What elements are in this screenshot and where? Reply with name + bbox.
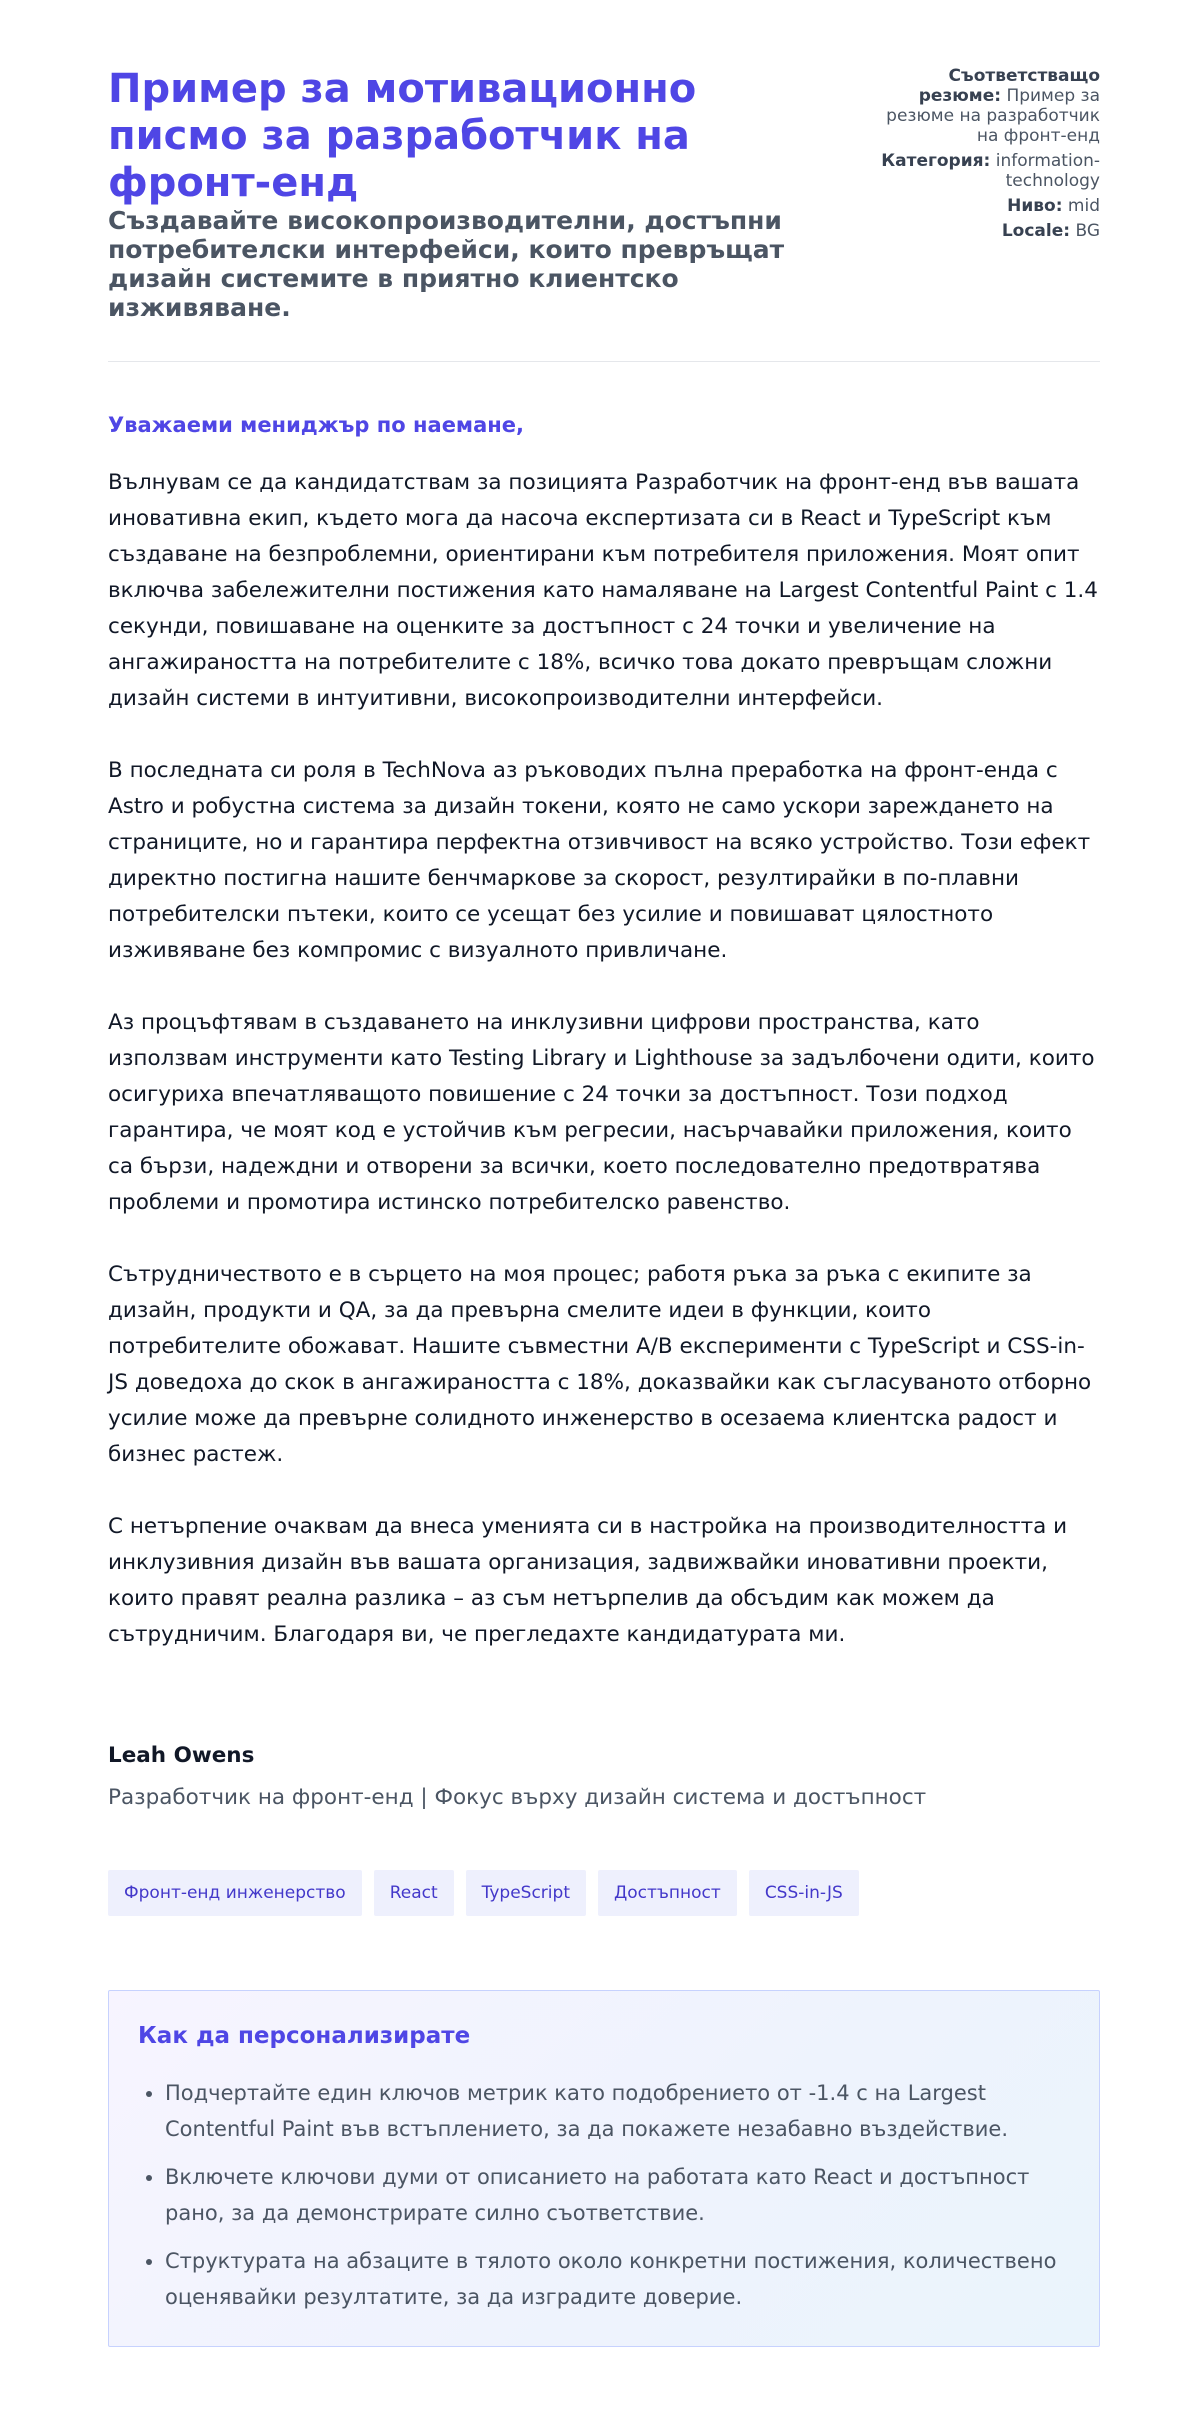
letter-greeting: Уважаеми мениджър по наемане, bbox=[108, 413, 525, 437]
tip-item: • Подчертайте един ключов метрик като подобрението от -1.4 с на Largest Contentful Paint във встъплението, за да покажете незабавно въздействие. bbox=[165, 2075, 1095, 2147]
signature-role: Разработчик на фронт-енд | Фокус върху дизайн система и достъпност bbox=[108, 1785, 927, 1810]
header-divider bbox=[108, 361, 1100, 362]
tips-title: Как да персонализирате bbox=[138, 2023, 471, 2049]
tips-list bbox=[138, 2075, 1095, 2327]
letter-paragraph: Аз процъфтявам в създаването на инклузивни цифрови пространства, като използвам инструменти като Testing Library и Lighthouse за задълбочени одити, които осигуриха впечатляващото повишение с 24 точки за достъпност. Този подход гарантира, че моят код е устойчив към регресии, насърчавайки приложения, които са бързи, надеждни и отворени за всички, което последователно предотвратява проблеми и промотира истинско потребителско равенство. bbox=[108, 1010, 1095, 1215]
meta-label: Категория: bbox=[881, 151, 991, 171]
meta-value: information-technology bbox=[995, 151, 1100, 191]
skill-tag: TypeScript bbox=[466, 1870, 586, 1916]
meta-value: BG bbox=[1075, 221, 1100, 241]
page-header bbox=[108, 0, 1100, 362]
meta-locale bbox=[864, 221, 1100, 241]
skill-tag: Достъпност bbox=[598, 1870, 737, 1916]
letter-paragraph: В последната си роля в TechNova аз ръководих пълна преработка на фронт-енда с Astro и робустна система за дизайн токени, която не само ускори зареждането на страниците, но и гарантира перфектна отзивчивост на всяко устройство. Този ефект директно постигна нашите бенчмаркове за скорост, резултирайки в по-плавни потребителски пътеки, които се усещат без усилие и повишават цялостното изживяване без компромис с визуалното привличане. bbox=[108, 758, 1091, 963]
letter-body bbox=[108, 465, 1100, 1689]
signature-name: Leah Owens bbox=[108, 1743, 255, 1768]
letter-paragraph: Вълнувам се да кандидатствам за позицията Разработчик на фронт-енд във вашата иновативна екип, където мога да насоча експертизата си в React и TypeScript към създаване на безпроблемни, ориентирани към потребителя приложения. Моят опит включва забележителни постижения като намаляване на Largest Contentful Paint с 1.4 секунди, повишаване на оценките за достъпност с 24 точки и увеличение на ангажираността на потребителите с 18%, всичко това докато превръщам сложни дизайн системи в интуитивни, високопроизводителни интерфейси. bbox=[108, 470, 1098, 711]
meta-matching-resume bbox=[864, 66, 1100, 146]
meta-label: Locale: bbox=[1001, 221, 1071, 241]
skill-tag: React bbox=[374, 1870, 454, 1916]
meta-category bbox=[864, 151, 1100, 191]
skill-tags bbox=[108, 1870, 859, 1916]
meta-value: Пример за резюме на разработчик на фронт-енд bbox=[886, 86, 1100, 146]
letter-paragraph: Сътрудничеството е в сърцето на моя процес; работя ръка за ръка с екипите за дизайн, продукти и QA, за да превърна смелите идеи в функции, които потребителите обожават. Нашите съвместни A/B експерименти с TypeScript и CSS-in-JS доведоха до скок в ангажираността с 18%, доказвайки как съгласуваното отборно усилие може да превърне солидното инженерство в осезаема клиентска радост и бизнес растеж. bbox=[108, 1262, 1092, 1467]
skill-tag: CSS-in-JS bbox=[749, 1870, 859, 1916]
meta-label: Съответстващо резюме: bbox=[918, 66, 1100, 106]
page-subtitle: Създавайте високопроизводителни, достъпни потребителски интерфейси, които превръщат дизайн системите в приятно клиентско изживяване. bbox=[108, 206, 785, 322]
meta-label: Ниво: bbox=[1007, 196, 1063, 216]
skill-tag: Фронт-енд инженерство bbox=[108, 1870, 362, 1916]
tip-item: • Структурата на абзаците в тялото около конкретни постижения, количествено оценявайки резултатите, за да изградите доверие. bbox=[165, 2243, 1095, 2315]
customization-tips-box bbox=[108, 1990, 1100, 2347]
meta-panel bbox=[864, 66, 1100, 246]
meta-value: mid bbox=[1067, 196, 1100, 216]
page-title: Пример за мотивационно писмо за разработчик на фронт-енд bbox=[108, 66, 697, 206]
meta-level bbox=[864, 196, 1100, 216]
tip-item: • Включете ключови думи от описанието на работата като React и достъпност рано, за да демонстрирате силно съответствие. bbox=[165, 2159, 1095, 2231]
letter-paragraph: С нетърпение очаквам да внеса уменията си в настройка на производителността и инклузивния дизайн във вашата организация, задвижвайки иновативни проекти, които правят реална разлика – аз съм нетърпелив да обсъдим как можем да сътрудничим. Благодаря ви, че прегледахте кандидатурата ми. bbox=[108, 1514, 1068, 1647]
cover-letter-page bbox=[108, 0, 1100, 2309]
